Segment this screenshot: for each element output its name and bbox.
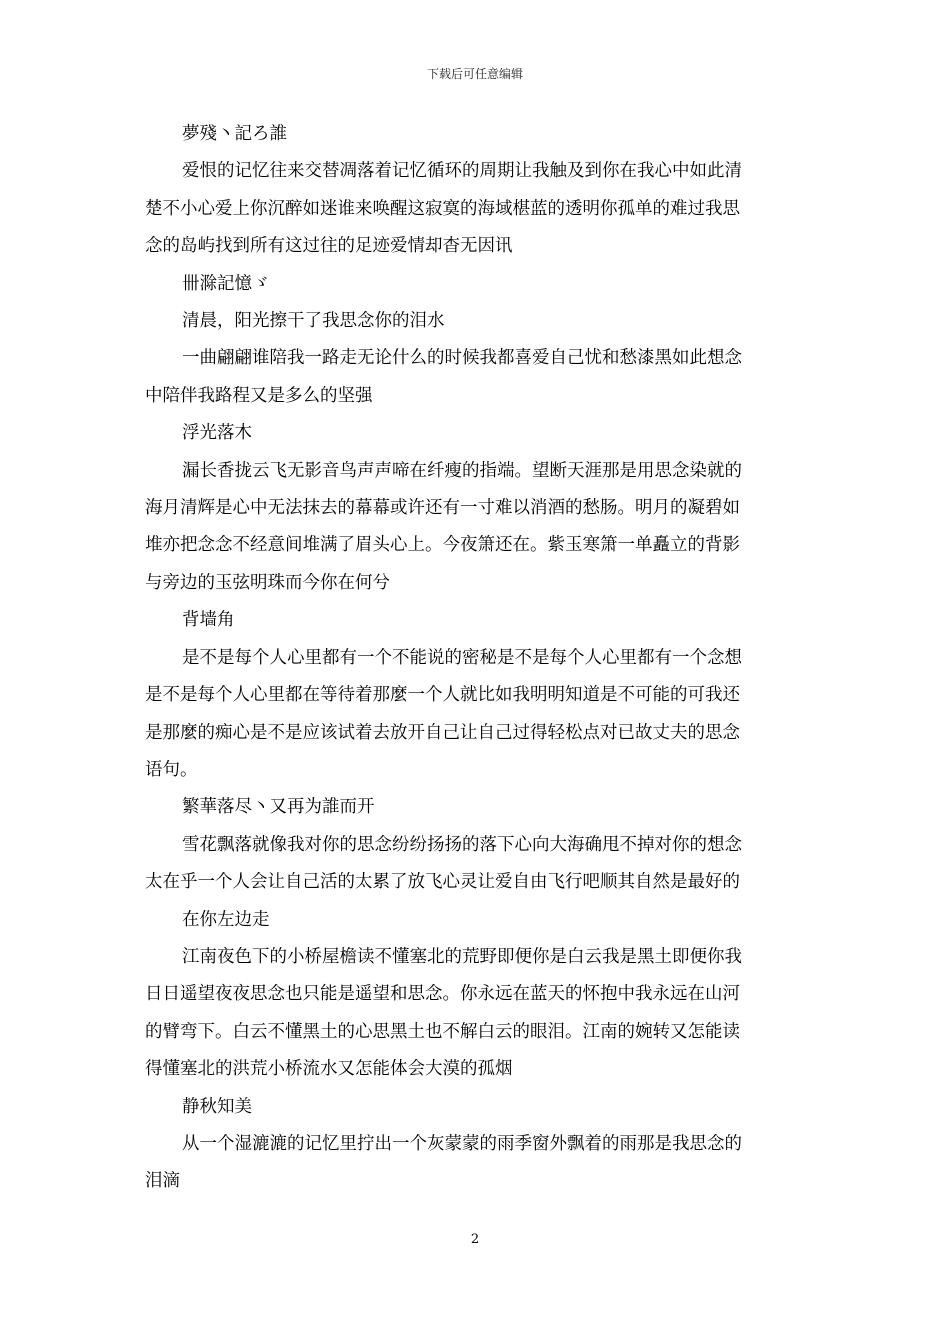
text-line: 漏长香拢云飞无影音鸟声声啼在纤瘦的指端。望断天涯那是用思念染就的 [182, 460, 742, 481]
paragraph [145, 602, 809, 639]
text-line: 清晨，阳光擦干了我思念你的泪水 [182, 311, 445, 332]
text-line: 在你左边走 [182, 909, 270, 930]
text-line: 雪花飘落就像我对你的思念纷纷扬扬的落下心向大海确甩不掉对你的想念 [182, 834, 742, 855]
text-line: 一曲翩翩谁陪我一路走无论什么的时候我都喜爱自己忧和愁漆黑如此想念 [182, 348, 742, 369]
text-line: 卌滁記憶ゞ [182, 273, 270, 294]
text-line: 是那麼的痴心是不是应该试着去放开自己让自己过得轻松点对已故丈夫的思念 [145, 722, 740, 743]
text-line: 静秋知美 [182, 1096, 252, 1117]
text-line: 与旁边的玉弦明珠而今你在何兮 [145, 572, 390, 593]
paragraph [145, 1126, 809, 1201]
text-line: 语句。 [145, 759, 198, 780]
paragraph [145, 153, 809, 265]
paragraph [145, 303, 809, 340]
text-line: 是不是每个人心里都有一个不能说的密秘是不是每个人心里都有一个念想 [182, 647, 742, 668]
text-line: 堆亦把念念不经意间堆满了眉头心上。今夜箫还在。紫玉寒箫一单矗立的背影 [145, 535, 740, 556]
page-number: 2 [470, 1232, 480, 1247]
paragraph [145, 266, 809, 303]
paragraph [145, 415, 809, 452]
paragraph [145, 340, 809, 415]
paragraph [145, 116, 809, 153]
text-line: 背墙角 [182, 610, 235, 631]
text-line: 繁華落尽丶又再为誰而开 [182, 797, 375, 818]
paragraph [145, 827, 809, 902]
document-body [145, 116, 809, 1201]
text-line: 得懂塞北的洪荒小桥流水又怎能体会大漠的孤烟 [145, 1059, 513, 1080]
text-line: 是不是每个人心里都在等待着那麼一个人就比如我明明知道是不可能的可我还 [145, 685, 740, 706]
text-line: 浮光落木 [182, 423, 252, 444]
paragraph [145, 1089, 809, 1126]
text-line: 中陪伴我路程又是多么的坚强 [145, 385, 373, 406]
text-line: 江南夜色下的小桥屋檐读不懂塞北的荒野即便你是白云我是黑土即便你我 [182, 946, 742, 967]
text-line: 念的岛屿找到所有这过往的足迹爱情却杳无因讯 [145, 236, 513, 257]
text-line: 夢殘丶記ろ誰 [182, 124, 287, 144]
paragraph [145, 789, 809, 826]
paragraph [145, 939, 809, 1089]
text-line: 泪滴 [145, 1171, 180, 1192]
text-line: 日日遥望夜夜思念也只能是遥望和思念。你永远在蓝天的怀抱中我永远在山河 [145, 984, 740, 1005]
text-line: 楚不小心爱上你沉醉如迷谁来唤醒这寂寞的海域椹蓝的透明你孤单的难过我思 [145, 198, 740, 219]
text-line: 爱恨的记忆往来交替凋落着记忆循环的周期让我触及到你在我心中如此清 [182, 161, 742, 182]
text-line: 的臂弯下。白云不懂黑土的心思黑土也不解白云的眼泪。江南的婉转又怎能读 [145, 1021, 740, 1042]
page-header: 下载后可任意编辑 [426, 67, 523, 81]
paragraph [145, 453, 809, 603]
text-line: 从一个湿漉漉的记忆里拧出一个灰蒙蒙的雨季窗外飘着的雨那是我思念的 [182, 1133, 742, 1154]
text-line: 太在乎一个人会让自己活的太累了放飞心灵让爱自由飞行吧顺其自然是最好的 [145, 872, 740, 893]
text-line: 海月清辉是心中无法抹去的幕幕或许还有一寸难以消酒的愁肠。明月的凝碧如 [145, 498, 740, 519]
paragraph [145, 902, 809, 939]
paragraph [145, 640, 809, 790]
